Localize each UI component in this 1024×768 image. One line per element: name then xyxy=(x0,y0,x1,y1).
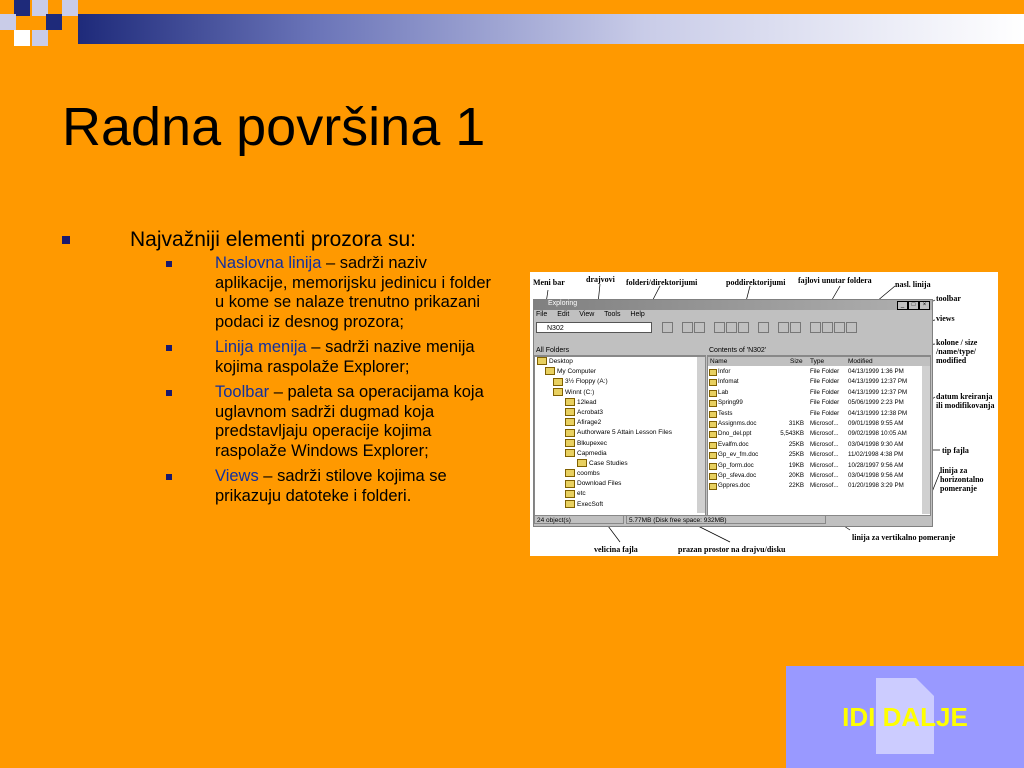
header-gradient-band xyxy=(78,14,1024,44)
tree-item[interactable]: etc xyxy=(535,489,705,499)
tree-scrollbar[interactable] xyxy=(697,357,705,513)
sub-bullet-toolbar xyxy=(166,383,502,461)
folder-icon xyxy=(565,408,575,416)
folder-icon xyxy=(709,379,717,386)
minimize-icon[interactable]: _ xyxy=(897,301,908,310)
file-type: Microsof... xyxy=(810,451,839,459)
bullet-marker xyxy=(166,390,172,396)
file-row[interactable] xyxy=(708,398,930,408)
window-title: Exploring xyxy=(548,300,578,307)
file-modified: 03/04/1998 9:56 AM xyxy=(848,472,904,479)
file-name: Assignms.doc xyxy=(718,420,757,427)
tree-item[interactable]: Blkupexec xyxy=(535,439,705,449)
document-icon xyxy=(709,452,717,459)
status-bar xyxy=(534,515,932,525)
column-headers xyxy=(708,357,930,366)
document-icon xyxy=(709,421,717,428)
file-type: Microsof... xyxy=(810,482,839,490)
file-row[interactable] xyxy=(708,367,930,377)
file-name: Lab xyxy=(718,388,729,396)
file-modified: 04/13/1999 12:37 PM xyxy=(848,388,908,396)
menu-file[interactable]: File xyxy=(536,311,548,318)
file-size: 5,543KB xyxy=(780,430,804,438)
file-size: 19KB xyxy=(788,461,804,469)
folder-icon xyxy=(565,398,575,406)
term-description: – sadrži stilove kojima se prikazuju datoteke i folderi. xyxy=(215,467,447,505)
file-size: 25KB xyxy=(788,451,804,459)
sub-bullet-title-bar xyxy=(166,254,502,332)
file-modified: 01/20/1998 3:29 PM xyxy=(848,482,904,490)
file-row[interactable] xyxy=(708,450,930,460)
details-view-icon[interactable] xyxy=(846,322,857,333)
main-bullet-text: Najvažniji elementi prozora su: xyxy=(130,228,416,251)
file-row[interactable] xyxy=(708,440,930,450)
file-modified: 10/28/1997 9:56 AM xyxy=(848,461,904,469)
folder-tree xyxy=(534,356,706,516)
explorer-window xyxy=(533,299,933,527)
annotation-views: views xyxy=(936,314,955,323)
cut-icon[interactable] xyxy=(714,322,725,333)
column-modified[interactable]: Modified xyxy=(848,358,873,365)
desktop-icon xyxy=(537,357,547,365)
menu-bar xyxy=(534,310,932,320)
bullet-marker xyxy=(62,236,70,244)
annotation-drives: drajvovi xyxy=(586,275,615,284)
term-title-bar: Naslovna linija xyxy=(215,254,322,272)
file-row[interactable] xyxy=(708,409,930,419)
folder-icon xyxy=(565,500,575,508)
menu-tools[interactable]: Tools xyxy=(604,311,621,318)
term-toolbar: Toolbar xyxy=(215,383,270,401)
floppy-icon xyxy=(553,378,563,386)
close-icon[interactable]: × xyxy=(919,301,930,310)
folder-icon xyxy=(709,400,717,407)
map-drive-icon[interactable] xyxy=(682,322,693,333)
file-modified: 04/13/1999 1:36 PM xyxy=(848,368,904,375)
annotation-subdirectories: poddirektorijumi xyxy=(726,278,786,287)
folder-icon xyxy=(565,480,575,488)
annotation-folders: folderi/direktorijumi xyxy=(626,278,698,287)
file-name: Gppres.doc xyxy=(718,482,750,490)
tree-item[interactable]: Winnt (C:) xyxy=(535,388,705,398)
status-object-count: 24 object(s) xyxy=(534,515,624,524)
folder-icon xyxy=(577,459,587,467)
next-button[interactable] xyxy=(786,666,1024,768)
folder-icon xyxy=(709,390,717,397)
deco-square xyxy=(32,30,48,46)
annotation-file-type: tip fajla xyxy=(942,446,969,455)
annotation-title-bar: nasl. linija xyxy=(895,280,931,289)
tree-item[interactable]: ExecSoft xyxy=(535,500,705,510)
computer-icon xyxy=(545,367,555,375)
tree-item[interactable]: Case Studies xyxy=(535,459,705,469)
file-row[interactable] xyxy=(708,429,930,439)
deco-square xyxy=(14,0,30,16)
drive-icon xyxy=(553,388,563,396)
document-icon xyxy=(709,463,717,470)
status-free-space: 5.77MB (Disk free space: 932MB) xyxy=(626,515,826,524)
paste-icon[interactable] xyxy=(738,322,749,333)
term-description: – paleta sa operacijama koja uglavnom sadrži dugmad koja predstavljaju operacije kojima raspolaže Windows Explorer; xyxy=(215,383,484,460)
file-name: Gp_ev_fm.doc xyxy=(718,451,759,459)
document-icon xyxy=(709,431,717,438)
document-icon xyxy=(709,483,717,490)
header-decoration xyxy=(0,0,1024,44)
annotation-files: fajlovi unutar foldera xyxy=(798,276,872,285)
file-row[interactable] xyxy=(708,481,930,491)
term-description: – sadrži nazive menija kojima raspolaže Explorer; xyxy=(215,338,475,376)
sub-bullet-views xyxy=(166,467,502,506)
undo-icon[interactable] xyxy=(758,322,769,333)
folder-icon xyxy=(565,449,575,457)
file-type: Microsof... xyxy=(810,430,839,438)
file-type: File Folder xyxy=(810,368,840,375)
delete-icon[interactable] xyxy=(778,322,789,333)
small-icons-view-icon[interactable] xyxy=(822,322,833,333)
tree-item[interactable]: Authorware 5 Attain Lesson Files xyxy=(535,428,705,438)
large-icons-view-icon[interactable] xyxy=(810,322,821,333)
file-type: Microsof... xyxy=(810,461,839,469)
tree-item[interactable]: Acrobat3 xyxy=(535,408,705,418)
document-icon xyxy=(709,442,717,449)
annotation-free-space: prazan prostor na drajvu/disku xyxy=(678,545,786,554)
file-row[interactable] xyxy=(708,377,930,387)
document-icon xyxy=(709,473,717,480)
tree-item[interactable]: Download Files xyxy=(535,479,705,489)
file-name: Spring99 xyxy=(718,399,743,407)
tree-item[interactable]: Capmedia xyxy=(535,449,705,459)
file-list xyxy=(707,356,931,516)
sub-bullet-menu-bar xyxy=(166,338,502,377)
annotation-menu-bar: Meni bar xyxy=(533,278,565,287)
toolbar xyxy=(534,320,932,336)
all-folders-header: All Folders xyxy=(534,346,706,356)
tree-item[interactable]: 12lead xyxy=(535,398,705,408)
term-views: Views xyxy=(215,467,259,485)
deco-square xyxy=(62,0,78,16)
annotation-vertical-scroll: linija za vertikalno pomeranje xyxy=(852,533,956,542)
file-modified: 04/13/1999 12:37 PM xyxy=(848,378,908,386)
file-size: 25KB xyxy=(788,440,804,448)
file-modified: 04/13/1999 12:38 PM xyxy=(848,409,908,417)
file-type: File Folder xyxy=(810,388,840,396)
file-type: Microsof... xyxy=(810,472,839,479)
column-name[interactable]: Name xyxy=(710,358,728,365)
deco-square xyxy=(46,14,62,30)
tree-item[interactable]: Desktop xyxy=(535,357,705,367)
tree-item[interactable]: Afirage2 xyxy=(535,418,705,428)
bullet-marker xyxy=(166,345,172,351)
deco-square xyxy=(0,14,16,30)
term-menu-bar: Linija menija xyxy=(215,338,307,356)
folder-icon xyxy=(709,369,717,376)
menu-edit[interactable]: Edit xyxy=(557,311,570,318)
folder-icon xyxy=(709,411,717,418)
column-size[interactable]: Size xyxy=(790,358,803,365)
annotation-toolbar: toolbar xyxy=(936,294,961,303)
file-size: 22KB xyxy=(788,482,804,490)
file-row[interactable] xyxy=(708,388,930,398)
annotation-columns: kolone / size /name/type/ modified xyxy=(936,338,978,365)
annotation-file-size: velicina fajla xyxy=(594,545,638,554)
file-type: File Folder xyxy=(810,378,840,386)
folder-icon xyxy=(565,429,575,437)
properties-icon[interactable] xyxy=(790,322,801,333)
file-name: Dno_del.ppt xyxy=(718,430,752,438)
file-type: Microsof... xyxy=(810,440,839,448)
sub-bullet-list xyxy=(166,254,502,512)
annotation-date: datum kreiranja ili modifikovanja xyxy=(936,392,995,410)
contents-header: Contents of 'N302' xyxy=(707,346,931,356)
bullet-marker xyxy=(166,474,172,480)
file-name: Gp_form.doc xyxy=(718,461,754,469)
copy-icon[interactable] xyxy=(726,322,737,333)
tree-item[interactable]: 3½ Floppy (A:) xyxy=(535,377,705,387)
file-size: 31KB xyxy=(788,420,804,427)
tree-item[interactable]: coombs xyxy=(535,469,705,479)
disconnect-icon[interactable] xyxy=(694,322,705,333)
file-name: Infor xyxy=(718,368,731,375)
bullet-marker xyxy=(166,261,172,267)
menu-view[interactable]: View xyxy=(579,311,595,318)
next-button-label: IDI DALJE xyxy=(842,702,968,732)
file-row[interactable] xyxy=(708,471,930,481)
file-row[interactable] xyxy=(708,461,930,471)
file-modified: 09/02/1998 10:05 AM xyxy=(848,430,907,438)
file-modified: 05/06/1999 2:23 PM xyxy=(848,399,904,407)
explorer-screenshot xyxy=(530,272,998,556)
file-name: Tests xyxy=(718,409,733,417)
file-size: 20KB xyxy=(788,472,804,479)
folder-icon xyxy=(565,418,575,426)
file-type: File Folder xyxy=(810,409,840,417)
annotation-horizontal-scroll: linija za horizontalno pomeranje xyxy=(940,466,984,493)
maximize-icon[interactable]: □ xyxy=(908,301,919,310)
folder-icon xyxy=(565,439,575,447)
file-row[interactable] xyxy=(708,419,930,429)
file-type: Microsof... xyxy=(810,420,839,427)
up-folder-icon[interactable] xyxy=(662,322,673,333)
term-description: – sadrži naziv aplikacije, memorijsku jedinicu i folder u kome se nalaze trenutno prikazani podaci iz desnog prozora; xyxy=(215,254,492,331)
slide-title: Radna površina 1 xyxy=(62,97,486,157)
file-modified: 03/04/1998 9:30 AM xyxy=(848,440,904,448)
column-type[interactable]: Type xyxy=(810,358,825,365)
file-name: Evalfm.doc xyxy=(718,440,749,448)
tree-item[interactable]: My Computer xyxy=(535,367,705,377)
vertical-scrollbar[interactable] xyxy=(922,366,930,514)
file-name: Infomat xyxy=(718,378,739,386)
folder-icon xyxy=(565,469,575,477)
deco-square xyxy=(14,30,30,46)
folder-icon xyxy=(565,490,575,498)
address-combobox[interactable]: N302 xyxy=(536,322,652,333)
menu-help[interactable]: Help xyxy=(630,311,645,318)
file-type: File Folder xyxy=(810,399,840,407)
file-modified: 09/01/1998 9:55 AM xyxy=(848,420,904,427)
file-name: Gp_sfeva.doc xyxy=(718,472,757,479)
window-title-bar xyxy=(534,300,932,310)
file-modified: 11/02/1998 4:38 PM xyxy=(848,451,904,459)
list-view-icon[interactable] xyxy=(834,322,845,333)
